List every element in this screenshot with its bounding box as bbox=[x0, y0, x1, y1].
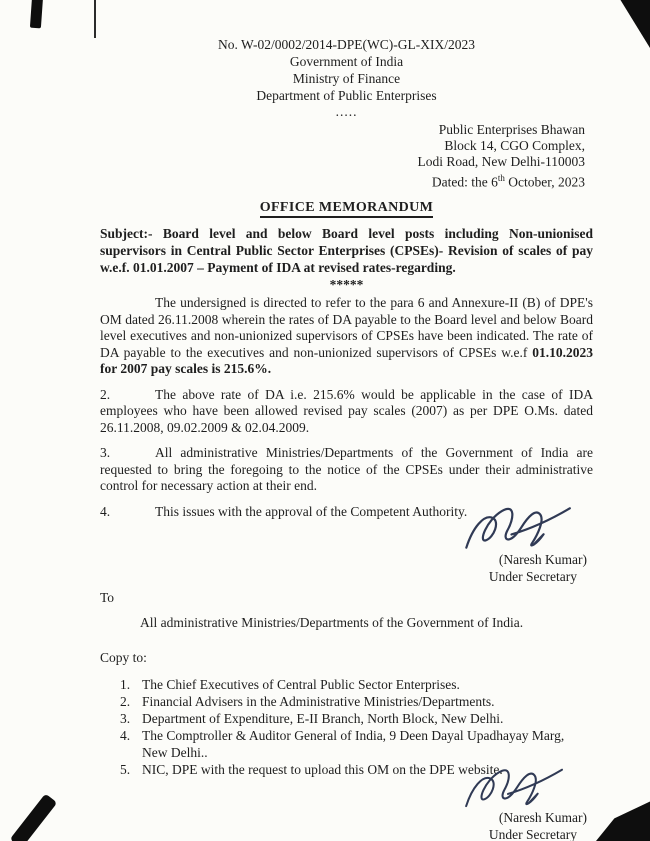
paragraph-3-number: 3. bbox=[100, 445, 111, 460]
paragraph-3 bbox=[100, 445, 593, 495]
handwritten-signature-icon bbox=[457, 496, 578, 558]
paragraph-1-bold: 01.10.2023 for 2007 pay scales is 215.6%. bbox=[100, 344, 593, 376]
paragraph-1-text: The undersigned is directed to refer to the para 6 and Annexure-II (B) of DPE's OM dated 26.11.2008 wherein the rates of DA payable to the Board level and below Board level executives and non-unionized supervisors of CPSEs have been indicated. The rate of DA payable to the executives and non-unionized supervisors of CPSEs w.e.f bbox=[100, 295, 593, 360]
star-separator: ***** bbox=[329, 277, 364, 292]
signature-block-2 bbox=[100, 778, 593, 841]
reference-number: No. W-02/0002/2014-DPE(WC)-GL-XIX/2023 bbox=[218, 37, 475, 52]
paragraph-2-text: The above rate of DA i.e. 215.6% would be applicable in the case of IDA employees who have been allowed revised pay scales (2007) as per DPE O.Ms. dated 26.11.2008, 09.02.2009 & 02.04.2009. bbox=[100, 386, 593, 435]
memo-title: OFFICE MEMORANDUM bbox=[260, 200, 434, 218]
copy-item-3-text: Department of Expenditure, E-II Branch, North Block, New Delhi. bbox=[142, 711, 504, 726]
signatory-designation: Under Secretary bbox=[488, 568, 577, 584]
paragraph-4-text: This issues with the approval of the Competent Authority. bbox=[155, 503, 468, 519]
copy-item-5-number: 5. bbox=[120, 762, 131, 777]
paragraph-2 bbox=[100, 387, 593, 437]
copy-item-2-text: Financial Advisers in the Administrative Ministries/Departments. bbox=[142, 694, 495, 709]
copy-item-3 bbox=[120, 710, 593, 727]
copy-item-4-text: The Comptroller & Auditor General of India, 9 Deen Dayal Upadhayay Marg, New Delhi.. bbox=[142, 728, 565, 760]
address-line-3: Lodi Road, New Delhi-110003 bbox=[417, 154, 585, 169]
header-dots: ..... bbox=[335, 104, 358, 119]
to-label: To bbox=[100, 589, 115, 605]
copy-item-3-number: 3. bbox=[120, 711, 131, 726]
memo-title-wrap bbox=[100, 199, 593, 217]
scan-artifact-top-left bbox=[30, 0, 43, 28]
copy-item-2-number: 2. bbox=[120, 694, 131, 709]
copy-to-label: Copy to: bbox=[100, 649, 147, 665]
copy-item-1 bbox=[120, 676, 593, 693]
copy-item-2 bbox=[120, 693, 593, 710]
paragraph-2-number: 2. bbox=[100, 386, 111, 402]
copy-item-4 bbox=[120, 727, 593, 761]
paragraph-4-number: 4. bbox=[100, 503, 111, 519]
org-line-department: Department of Public Enterprises bbox=[256, 88, 437, 103]
address-line-2: Block 14, CGO Complex, bbox=[444, 138, 585, 153]
date-ordinal-suffix: th bbox=[497, 173, 505, 183]
signatory-name: (Naresh Kumar) bbox=[498, 809, 587, 825]
org-line-government: Government of India bbox=[289, 54, 404, 69]
signatory-name: (Naresh Kumar) bbox=[498, 551, 587, 567]
address-line-1: Public Enterprises Bhawan bbox=[438, 122, 585, 137]
date-line: Dated: the 6th October, 2023 bbox=[431, 173, 585, 190]
signatory-designation: Under Secretary bbox=[488, 826, 577, 841]
handwritten-signature-icon bbox=[457, 758, 570, 816]
office-address-block bbox=[100, 122, 593, 191]
paragraph-1 bbox=[100, 295, 593, 378]
signature-block-1 bbox=[100, 520, 593, 585]
scan-artifact-vertical-line bbox=[94, 0, 96, 38]
subject-line: Subject:- Board level and below Board level posts including Non-unionised supervisors in Central Public Sector Enterprises (CPSEs)- Revision of scales of pay w.e.f. 01.01.2007 – Payment of IDA at revised rates-regarding. bbox=[100, 226, 593, 275]
org-line-ministry: Ministry of Finance bbox=[292, 71, 401, 86]
paragraph-3-text: All administrative Ministries/Departments of the Government of India are requested to bring the foregoing to the notice of the CPSEs under their administrative control for necessary action at their end. bbox=[100, 445, 593, 493]
addressee-line: All administrative Ministries/Departments of the Government of India. bbox=[140, 615, 524, 630]
copy-item-4-number: 4. bbox=[120, 728, 131, 743]
copy-item-1-number: 1. bbox=[120, 677, 131, 692]
copy-item-5-text: NIC, DPE with the request to upload this OM on the DPE website. bbox=[142, 762, 503, 777]
copy-item-1-text: The Chief Executives of Central Public Sector Enterprises. bbox=[142, 677, 460, 692]
